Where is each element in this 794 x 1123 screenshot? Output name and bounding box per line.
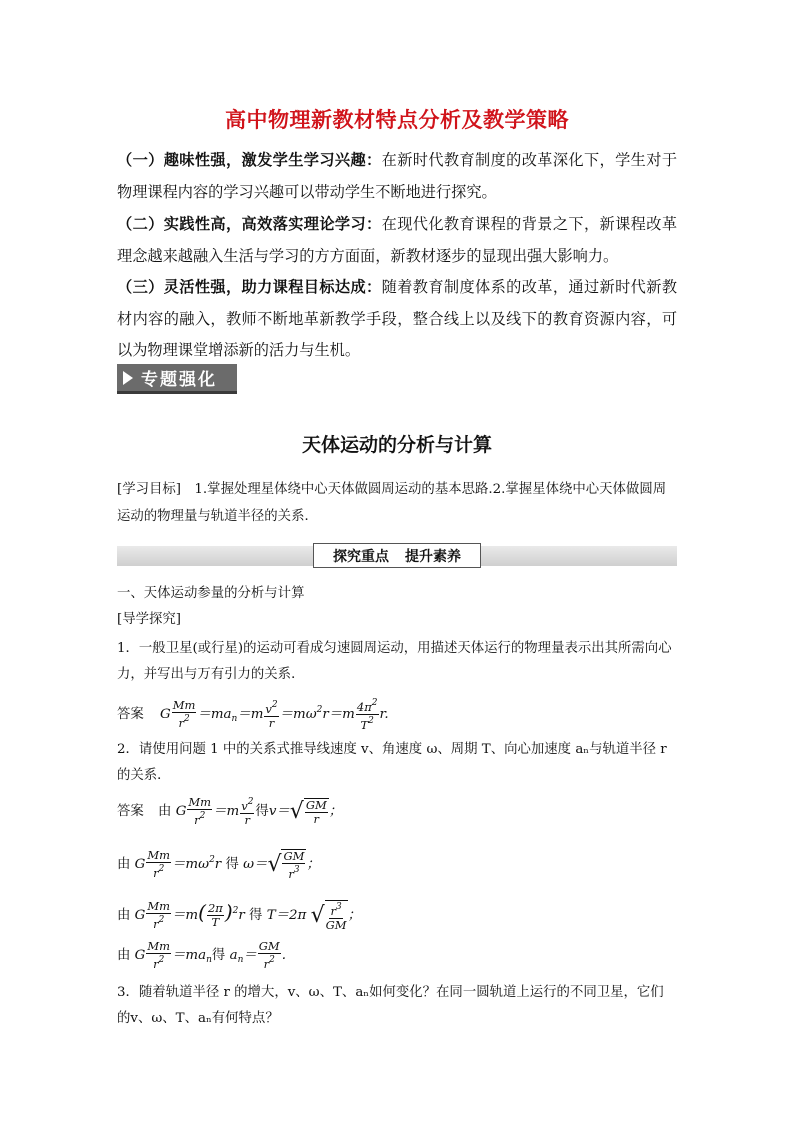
derive-result-word-2: 得	[225, 857, 239, 872]
intro-paragraph-3	[117, 272, 677, 367]
derive-result-word: 得	[255, 804, 269, 819]
derive-word: 由	[158, 804, 172, 819]
question-2: 2．请使用问题 1 中的关系式推导线速度 v、角速度 ω、周期 T、向心加速度 aₙ与轨道半径 r 的关系．	[117, 742, 667, 783]
intro-paragraph-1	[117, 145, 677, 208]
derive-word-3: 由	[117, 908, 131, 923]
section-left-label: 探究重点	[333, 548, 389, 565]
intro-lead-1: （一）趣味性强，激发学生学习兴趣：	[117, 151, 382, 169]
derive-result-word-3: 得	[249, 908, 263, 923]
intro-lead-2: （二）实践性高，高效落实理论学习：	[117, 215, 382, 233]
intro-paragraph-2	[117, 209, 677, 272]
section-header	[313, 543, 481, 568]
derive-result-word-4: 得	[211, 948, 226, 963]
answer-2-line-2: 由 G $\frac{Mm}{r^2}$ $=m\omega^2r$ 得 ω＝ √ $\frac{GM}{r^3}$ ；	[117, 848, 320, 881]
banner-label: 专题强化	[141, 370, 217, 390]
answer-2-line-4: 由 G $\frac{Mm}{r^2}$ $=ma_n$得 $a_n=$ $\frac{GM}{r^2}$ .	[117, 939, 286, 971]
derive-word-4: 由	[117, 948, 131, 963]
section-right-label: 提升素养	[405, 548, 461, 565]
question-1: 1．一般卫星(或行星)的运动可看成匀速圆周运动，用描述天体运行的物理量表示出其所需向心力，并写出与万有引力的关系．	[117, 641, 672, 682]
intro-text-2: 在现代化教育课程的背景之下，新课程改革理念越来越融入生活与学习的方方面面，新教材逐步的显现出强大影响力。	[117, 215, 678, 265]
answer-1: 答案 G $\frac{Mm}{r^2}$ $=ma_n=m$ $\frac{v^2}{r}$ $=m\omega^2r=m$ $\frac{4\pi^2}{T^2}$ r.	[117, 698, 389, 732]
play-triangle-icon	[123, 371, 133, 385]
learning-objectives: [学习目标] 1.掌握处理星体绕中心天体做圆周运动的基本思路.2.掌握星体绕中心天体做圆周运动的物理量与轨道半径的关系．	[117, 482, 667, 524]
answer-2-line-1: 答案 由 G $\frac{Mm}{r^2}$ ＝m $\frac{v^2}{r}$ 得v＝ √ $\frac{GM}{r}$ ；	[117, 795, 343, 827]
intro-text-3: 随着教育制度体系的改革，通过新时代新教材内容的融入，教师不断地革新教学手段，整合线上以及线下的教育资源内容，可以为物理课堂增添新的活力与生机。	[117, 278, 678, 359]
answer-2-label: 答案	[117, 804, 144, 819]
lesson-title: 天体运动的分析与计算	[301, 434, 492, 456]
answer-2-line-3: 由 G $\frac{Mm}{r^2}$ ＝m( $\frac{2\pi}{T}$ )$^2$r 得 T＝2π √ $\frac{r^3}{GM}$ ；	[117, 899, 361, 932]
derive-word-2: 由	[117, 857, 131, 872]
answer-1-label: 答案	[117, 707, 144, 722]
guide-label: [导学探究]	[117, 612, 182, 627]
document-title: 高中物理新教材特点分析及教学策略	[225, 108, 569, 132]
topic-banner	[117, 364, 237, 394]
intro-text-1: 在新时代教育制度的改革深化下，学生对于物理课程内容的学习兴趣可以带动学生不断地进行探究。	[117, 151, 678, 201]
part-heading: 一、天体运动参量的分析与计算	[117, 586, 305, 601]
question-3: 3．随着轨道半径 r 的增大，v、ω、T、aₙ如何变化？在同一圆轨道上运行的不同卫星，它们的v、ω、T、aₙ有何特点？	[117, 985, 664, 1026]
intro-lead-3: （三）灵活性强，助力课程目标达成：	[117, 278, 382, 296]
